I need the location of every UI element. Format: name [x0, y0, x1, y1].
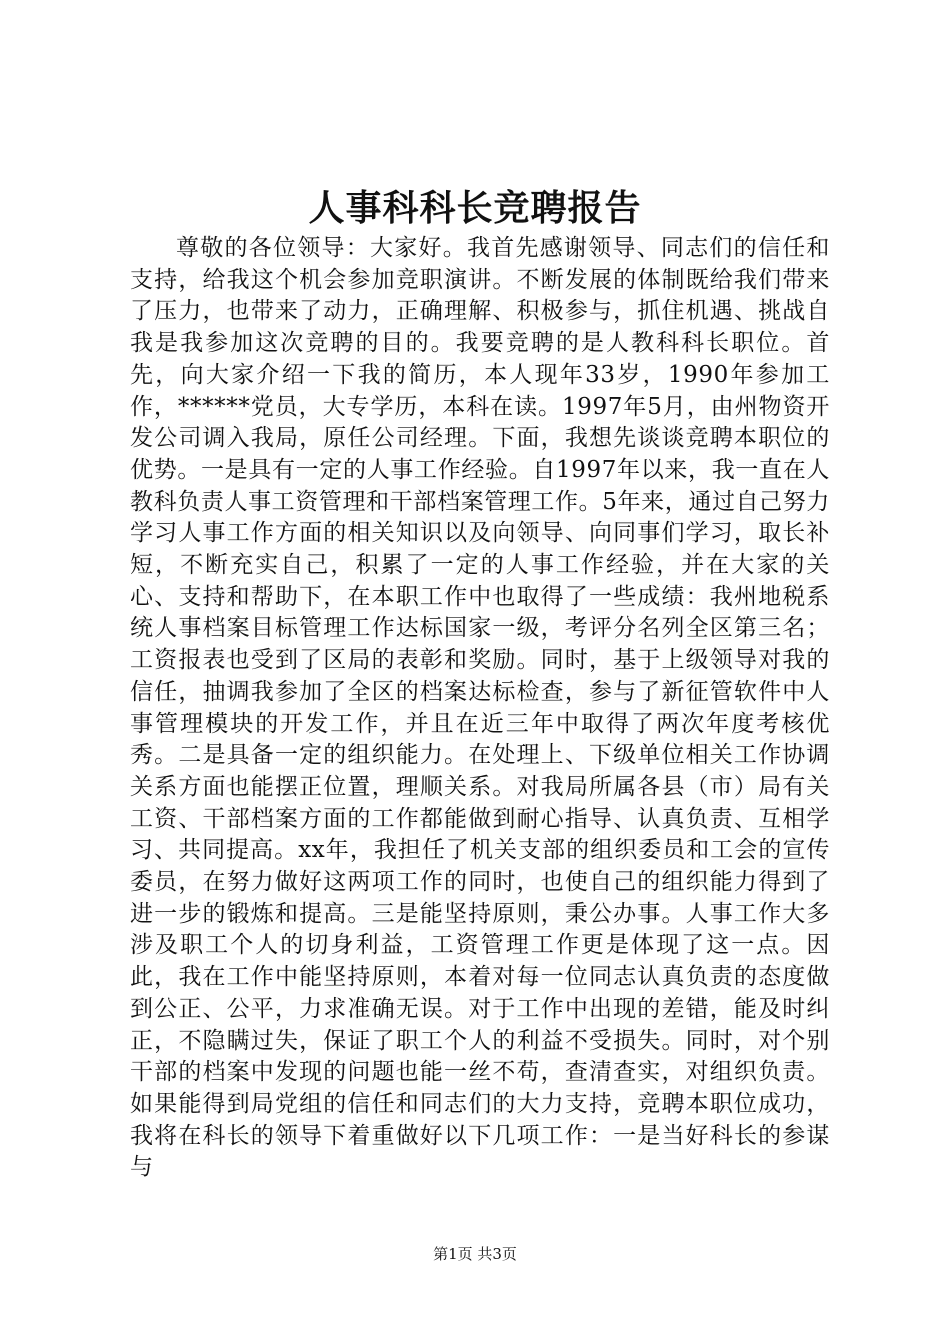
page-number-footer: 第1页 共3页	[433, 1245, 517, 1263]
document-title: 人事科科长竞聘报告	[308, 187, 642, 229]
document-body: 尊敬的各位领导：大家好。我首先感谢领导、同志们的信任和支持，给我这个机会参加竞职演讲。不断发展的体制既给我们带来了压力，也带来了动力，正确理解、积极参与，抓住机遇、挑战自我是我参加这次竞聘的目的。我要竞聘的是人教科科长职位。首先，向大家介绍一下我的简历，本人现年33岁，1990年参加工作，******党员，大专学历，本科在读。1997年5月，由州物资开发公司调入我局，原任公司经理。下面，我想先谈谈竞聘本职位的优势。一是具有一定的人事工作经验。自1997年以来，我一直在人教科负责人事工资管理和干部档案管理工作。5年来，通过自己努力学习人事工作方面的相关知识以及向领导、向同事们学习，取长补短，不断充实自己，积累了一定的人事工作经验，并在大家的关心、支持和帮助下，在本职工作中也取得了一些成绩：我州地税系统人事档案目标管理工作达标国家一级，考评分名列全区第三名；工资报表也受到了区局的表彰和奖励。同时，基于上级领导对我的信任，抽调我参加了全区的档案达标检查，参与了新征管软件中人事管理模块的开发工作，并且在近三年中取得了两次年度考核优秀。二是具备一定的组织能力。在处理上、下级单位相关工作协调关系方面也能摆正位置，理顺关系。对我局所属各县（市）局有关工资、干部档案方面的工作都能做到耐心指导、认真负责、互相学习、共同提高。xx年，我担任了机关支部的组织委员和工会的宣传委员，在努力做好这两项工作的同时，也使自己的组织能力得到了进一步的锻炼和提高。三是能坚持原则，秉公办事。人事工作大多涉及职工个人的切身利益，工资管理工作更是体现了这一点。因此，我在工作中能坚持原则，本着对每一位同志认真负责的态度做到公正、公平，力求准确无误。对于工作中出现的差错，能及时纠正，不隐瞒过失，保证了职工个人的利益不受损失。同时，对个别干部的档案中发现的问题也能一丝不苟，查清查实，对组织负责。如果能得到局党组的信任和同志们的大力支持，竞聘本职位成功，我将在科长的领导下着重做好以下几项工作：一是当好科长的参谋与	[130, 235, 830, 1181]
